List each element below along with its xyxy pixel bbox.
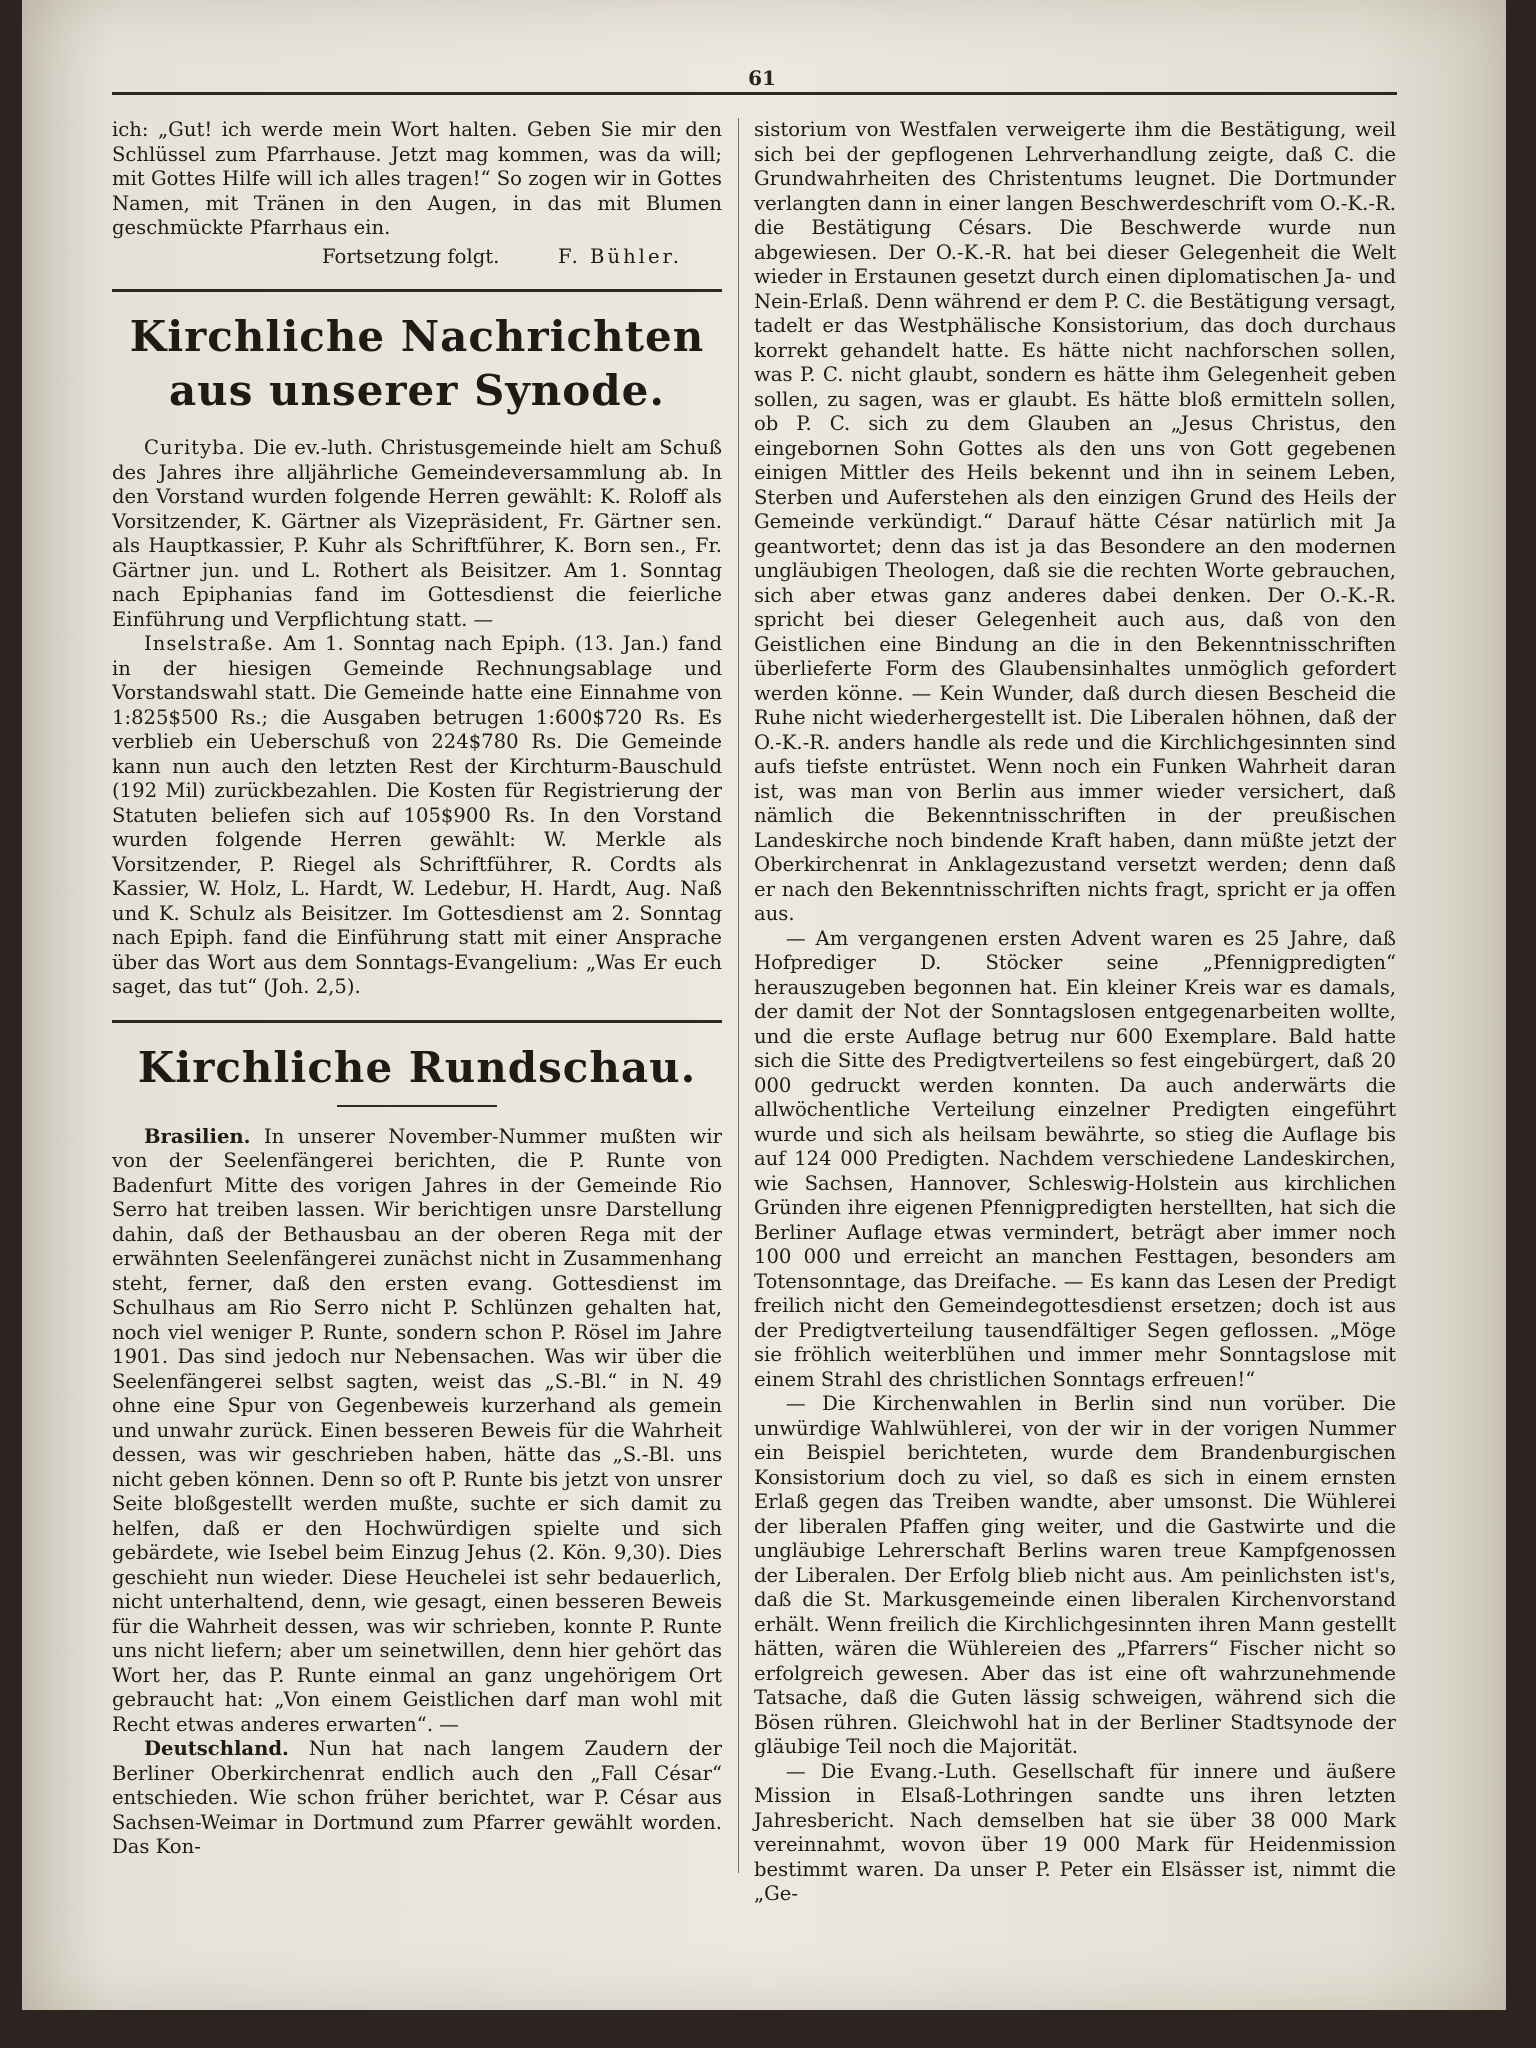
heading-underline: [337, 1105, 497, 1107]
continuation-note: Fortsetzung folgt.: [322, 244, 500, 268]
article-deutschland: [112, 1737, 722, 1860]
section-heading-church-review: Kirchliche Rundschau.: [137, 1042, 697, 1092]
place-inselstrasse: Inselstraße.: [144, 632, 275, 655]
article-kirchenwahlen: — Die Kirchenwahlen in Berlin sind nun vorüber. Die unwürdige Wahlwühlerei, von der wir in der vorigen Nummer ein Beispiel berichteten, wurde dem Brandenburgischen Konsistorium doch zu viel, so daß es sich in einem ernsten Erlaß gegen das Treiben wandte, aber umsonst. Die Wühlerei der liberalen Pfaffen ging weiter, und die Gastwirte und die ungläubige Lehrerschaft Berlins waren treue Kampfgenossen der Liberalen. Der Erfolg blieb nicht aus. Am peinlichsten ist's, daß die St. Markusgemeinde einen liberalen Kirchenvorstand erhält. Wenn freilich die Kirchlichgesinnten ihren Mann gestellt hätten, wären die Wühlereien des „Pfarrers“ Fischer nicht so erfolgreich gewesen. Aber das ist eine oft wahrzunehmende Tatsache, daß die Guten lässig schweigen, während sich die Bösen rühren. Gleichwohl hat in der Berliner Stadtsynode der gläubige Teil noch die Majorität.: [754, 1392, 1396, 1758]
place-brasilien: Brasilien.: [144, 1124, 251, 1148]
article-brasilien: [112, 1125, 722, 1738]
section-heading-synod-news: Kirchliche Nachrichten aus unserer Synode.: [129, 312, 705, 415]
article-inselstrasse: [112, 632, 722, 1000]
article-pfennigpredigten: — Am vergangenen ersten Advent waren es 25 Jahre, daß Hofprediger D. Stöcker seine „Pfennigpredigten“ herauszugeben begonnen hat. Ein kleiner Kreis war es damals, der damit der Not der Sonntagslosen entgegenarbeiten wollte, und die erste Auflage betrug nur 600 Exemplare. Bald hatte sich die Sitte des Predigtverteilens so fest eingebürgert, daß 20 000 gedruckt werden konnten. Da auch anderwärts die allwöchentliche Verteilung einzelner Predigten eingeführt wurde und sich als heilsam bewährte, so stieg die Auflage bis auf 124 000 Predigten. Nachdem verschiedene Landeskirchen, wie Sachsen, Hannover, Schleswig-Holstein aus kirchlichen Gründen ihre eigenen Pfennigpredigten herstellten, hat sich die Berliner Auflage etwas vermindert, beträgt aber immer noch 100 000 und erreicht an manchen Festtagen, besonders am Totensonntage, das Dreifache. — Es kann das Lesen der Predigt freilich nicht den Gemeindegottesdienst ersetzen; doch ist aus der Predigtverteilung tausendfältiger Segen geflossen. „Möge sie fröhlich weiterblühen und immer mehr Sonntagslose mit einem Strahl des christlichen Sonntags erfreuen!“: [754, 926, 1396, 1391]
story-signature-line: [112, 245, 722, 270]
story-ending: ich: „Gut! ich werde mein Wort halten. Geben Sie mir den Schlüssel zum Pfarrhause. Jetzt mag kommen, was da will; mit Gottes Hilfe will ich alles tragen!“ So zogen wir in Gottes Namen, mit Tränen in den Augen, in das mit Blumen geschmückte Pfarrhaus ein.: [112, 118, 722, 239]
article-cesar-continued: sistorium von Westfalen verweigerte ihm die Bestätigung, weil sich bei der gepflogenen Lehrverhandlung zeigte, daß C. die Grundwahrheiten des Christentums leugnet. Die Dortmunder verlangten dann in einer langen Beschwerdeschrift vom O.-K.-R. die Bestätigung Césars. Die Beschwerde wurde nun abgewiesen. Der O.-K.-R. hat bei dieser Gelegenheit die Welt wieder in Erstaunen gesetzt durch einen diplomatischen Ja- und Nein-Erlaß. Denn während er dem P. C. die Bestätigung versagt, tadelt er das Westphälische Konsistorium, das doch durchaus korrekt gehandelt hatte. Es hätte nicht nachforschen sollen, was P. C. nicht glaubt, sondern es hätte ihm Gelegenheit geben sollen, zu sagen, was er glaubt. Es hätte bloß ermitteln sollen, ob P. C. sich zu dem Glauben an „Jesus Christus, den eingebornen Sohn Gottes als den uns von Gott gegebenen einigen Mittler des Heils bekennt und ihn in seinem Leben, Sterben und Auferstehen als den einzigen Grund des Heils der Gemeinde verkündigt.“ Darauf hätte César natürlich mit Ja geantwortet; denn das ist ja das Besondere an den modernen ungläubigen Theologen, daß sie die rechten Worte gebrauchen, sich aber etwas ganz anderes dabei denken. Der O.-K.-R. spricht bei dieser Gelegenheit auch aus, daß von den Geistlichen eine Bindung an die in den Bekenntnisschriften überlieferte Form des Glaubensinhaltes unmöglich gefordert werden könne. — Kein Wunder, daß durch diesen Bescheid die Ruhe nicht wiederhergestellt ist. Die Liberalen höhnen, daß der O.-K.-R. anders handle als rede und die Kirchlichgesinnten sind aufs tiefste entrüstet. Wenn noch ein Funken Wahrheit daran ist, was man von Berlin aus immer wieder versichert, daß nämlich die Bekenntnisschriften in der preußischen Landeskirche noch bindende Kraft haben, dann müßte jetzt der Oberkirchenrat in Anklagezustand versetzt werden; denn daß er nach den Bekenntnisschriften nichts fragt, spricht er ja offen aus.: [754, 118, 1396, 925]
page-number: 61: [748, 66, 776, 90]
newspaper-page: [22, 0, 1506, 2010]
header-rule: [112, 92, 1397, 95]
article-deutschland-text: Nun hat nach langem Zaudern der Berliner Oberkirchenrat endlich auch den „Fall César“ entschieden. Wie schon früher berichtet, war P. César aus Sachsen-Weimar in Dortmund zum Pfarrer gewählt worden. Das Kon-: [112, 1737, 722, 1858]
place-curityba: Curityba.: [144, 436, 246, 459]
section-rule: [112, 1020, 722, 1023]
right-column: [754, 118, 1396, 1907]
article-curityba: [112, 436, 722, 632]
place-deutschland: Deutschland.: [144, 1737, 289, 1760]
article-curityba-text: Die ev.-luth. Christusgemeinde hielt am Schuß des Jahres ihre alljährliche Gemeindeversammlung ab. In den Vorstand wurden folgende Herren gewählt: K. Roloff als Vorsitzender, K. Gärtner als Vizepräsident, Fr. Gärtner sen. als Hauptkassier, P. Kuhr als Schriftführer, K. Born sen., Fr. Gärtner jun. und L. Rothert als Beisitzer. Am 1. Sonntag nach Epiphanias fand im Gottesdienst die feierliche Einführung und Verpflichtung statt. —: [112, 436, 722, 631]
author-name: F. Bühler.: [558, 244, 682, 268]
article-inselstrasse-text: Am 1. Sonntag nach Epiph. (13. Jan.) fand in der hiesigen Gemeinde Rechnungsablage und Vorstandswahl statt. Die Gemeinde hatte eine Einnahme von 1:825$500 Rs.; die Ausgaben betrugen 1:600$720 Rs. Es verblieb ein Ueberschuß von 224$780 Rs. Die Gemeinde kann nun auch den letzten Rest der Kirchturm-Bauschuld (192 Mil) zurückbezahlen. Die Kosten für Registrierung der Statuten beliefen sich auf 105$900 Rs. In den Vorstand wurden folgende Herren gewählt: W. Merkle als Vorsitzender, P. Riegel als Schriftführer, R. Cordts als Kassier, W. Holz, L. Hardt, W. Ledebur, H. Hardt, Aug. Naß und K. Schulz als Beisitzer. Im Gottesdienst am 2. Sonntag nach Epiph. fand die Einführung statt mit einer Ansprache über das Wort aus dem Sonntags-Evangelium: „Was Er euch saget, das tut“ (Joh. 2,5).: [112, 632, 722, 998]
section-rule: [112, 289, 722, 292]
left-column: [112, 118, 722, 1860]
article-elsass-mission: — Die Evang.-Luth. Gesellschaft für innere und äußere Mission in Elsaß-Lothringen sandte uns ihren letzten Jahresbericht. Nach demselben hat sie über 38 000 Mark vereinnahmt, wovon über 19 000 Mark für Heidenmission bestimmt waren. Da unser P. Peter ein Elsässer ist, nimmt die „Ge-: [754, 1759, 1396, 1905]
article-brasilien-text: In unserer November-Nummer mußten wir von der Seelenfängerei berichten, die P. Runte von Badenfurt Mitte des vorigen Jahres in der Gemeinde Rio Serro hat treiben lassen. Wir berichtigen unsre Darstellung dahin, daß der Bethausbau an der oberen Rega mit der erwähnten Seelenfängerei zunächst nicht in Zusammenhang steht, ferner, daß den ersten evang. Gottesdienst im Schulhaus am Rio Serro nicht P. Schlünzen gehalten hat, noch viel weniger P. Runte, sondern schon P. Rösel im Jahre 1901. Das sind jedoch nur Nebensachen. Was wir über die Seelenfängerei selbst sagten, weist das „S.-Bl.“ in N. 49 ohne eine Spur von Gegenbeweis kurzerhand als gemein und unwahr zurück. Einen besseren Beweis für die Wahrheit dessen, was wir geschrieben haben, hätte das „S.-Bl. uns nicht geben können. Denn so oft P. Runte bis jetzt von unsrer Seite bloßgestellt werden mußte, suchte er sich damit zu helfen, daß er den Hochwürdigen spielte und sich gebärdete, wie Isebel beim Einzug Jehus (2. Kön. 9,30). Dies geschieht nun wieder. Diese Heuchelei ist sehr bedauerlich, nicht unterhaltend, denn, wie gesagt, einen besseren Beweis für die Wahrheit dessen, was wir schrieben, konnte P. Runte uns nicht liefern; aber um seinetwillen, denn hier gehört das Wort her, das P. Runte einmal an ganz ungehörigem Ort gebraucht hat: „Von einem Geistlichen darf man wohl mit Recht etwas anderes erwarten“. —: [112, 1124, 722, 1736]
column-divider: [738, 118, 739, 1873]
